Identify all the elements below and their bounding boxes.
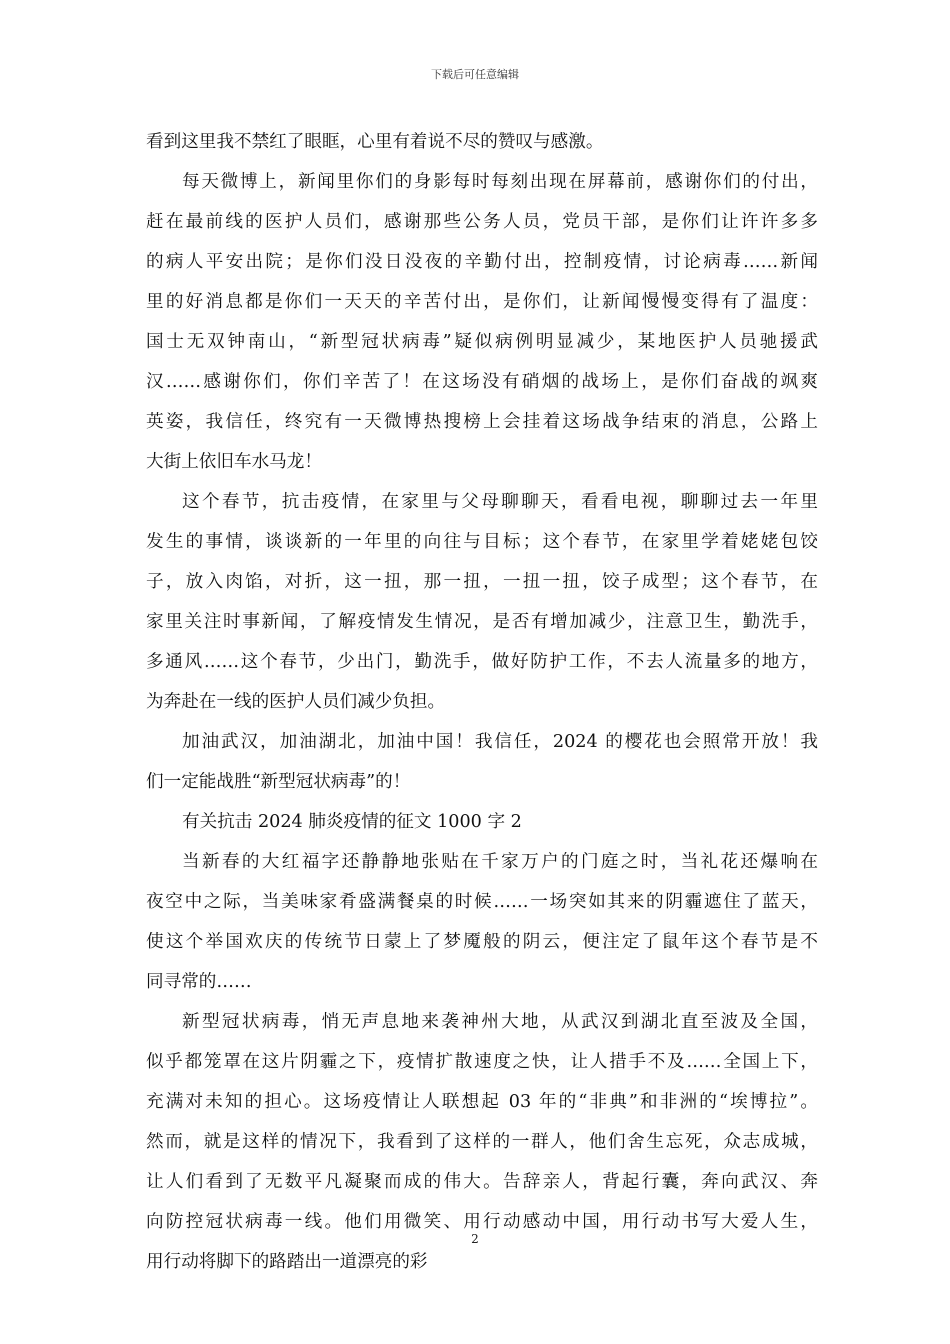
text-line: 新型冠状病毒，悄无声息地来袭神州大地，从武汉到湖北直至波及全国， <box>182 1012 818 1032</box>
text-line: 夜空中之际，当美味家肴盛满餐桌的时候……一场突如其来的阴霾遮住了蓝天， <box>146 892 818 912</box>
text-line: 用行动将脚下的路踏出一道漂亮的彩 <box>146 1252 428 1272</box>
paragraph <box>146 122 818 162</box>
paragraph <box>146 842 818 1002</box>
text-line: 英姿，我信任，终究有一天微博热搜榜上会挂着这场战争结束的消息，公路上 <box>146 412 818 432</box>
text-line: 有关抗击 2024 肺炎疫情的征文 1000 字 2 <box>182 812 522 832</box>
text-line: 使这个举国欢庆的传统节日蒙上了梦魇般的阴云，便注定了鼠年这个春节是不 <box>146 932 818 952</box>
text-line: 然而，就是这样的情况下，我看到了这样的一群人，他们舍生忘死，众志成城， <box>146 1132 818 1152</box>
text-line: 充满对未知的担心。这场疫情让人联想起 03 年的“非典”和非洲的“埃博拉”。 <box>146 1092 818 1112</box>
text-line: 们一定能战胜“新型冠状病毒”的！ <box>146 772 411 792</box>
text-line: 汉……感谢你们，你们辛苦了！在这场没有硝烟的战场上，是你们奋战的飒爽 <box>146 372 818 392</box>
text-line: 多通风……这个春节，少出门，勤洗手，做好防护工作，不去人流量多的地方， <box>146 652 818 672</box>
page-header: 下载后可任意编辑 <box>431 68 519 81</box>
text-line: 发生的事情，谈谈新的一年里的向往与目标；这个春节，在家里学着姥姥包饺 <box>146 532 818 552</box>
text-line: 子，放入肉馅，对折，这一扭，那一扭，一扭一扭，饺子成型；这个春节，在 <box>146 572 818 592</box>
text-line: 似乎都笼罩在这片阴霾之下，疫情扩散速度之快，让人措手不及……全国上下， <box>146 1052 818 1072</box>
text-line: 为奔赴在一线的医护人员们减少负担。 <box>146 692 446 712</box>
text-line: 赶在最前线的医护人员们，感谢那些公务人员，党员干部，是你们让许许多多 <box>146 212 818 232</box>
paragraph <box>146 722 818 802</box>
page-number: 2 <box>471 1232 479 1246</box>
text-line: 家里关注时事新闻，了解疫情发生情况，是否有增加减少，注意卫生，勤洗手， <box>146 612 818 632</box>
paragraph <box>146 482 818 722</box>
text-line: 同寻常的…… <box>146 972 252 992</box>
text-line: 这个春节，抗击疫情，在家里与父母聊聊天，看看电视，聊聊过去一年里 <box>182 492 818 512</box>
text-line: 向防控冠状病毒一线。他们用微笑、用行动感动中国，用行动书写大爱人生， <box>146 1212 818 1232</box>
text-line: 让人们看到了无数平凡凝聚而成的伟大。告辞亲人，背起行囊，奔向武汉、奔 <box>146 1172 818 1192</box>
text-line: 的病人平安出院；是你们没日没夜的辛勤付出，控制疫情，讨论病毒……新闻 <box>146 252 818 272</box>
text-line: 当新春的大红福字还静静地张贴在千家万户的门庭之时，当礼花还爆响在 <box>182 852 818 872</box>
paragraph <box>146 802 818 842</box>
text-line: 里的好消息都是你们一天天的辛苦付出，是你们，让新闻慢慢变得有了温度： <box>146 292 818 312</box>
text-line: 大街上依旧车水马龙！ <box>146 452 322 472</box>
text-line: 每天微博上，新闻里你们的身影每时每刻出现在屏幕前，感谢你们的付出， <box>182 172 818 192</box>
text-line: 国士无双钟南山，“新型冠状病毒”疑似病例明显减少，某地医护人员驰援武 <box>146 332 818 352</box>
paragraph <box>146 162 818 482</box>
document-body <box>146 122 818 1282</box>
text-line: 看到这里我不禁红了眼眶，心里有着说不尽的赞叹与感激。 <box>146 132 604 152</box>
text-line: 加油武汉，加油湖北，加油中国！我信任，2024 的樱花也会照常开放！我 <box>182 732 818 752</box>
